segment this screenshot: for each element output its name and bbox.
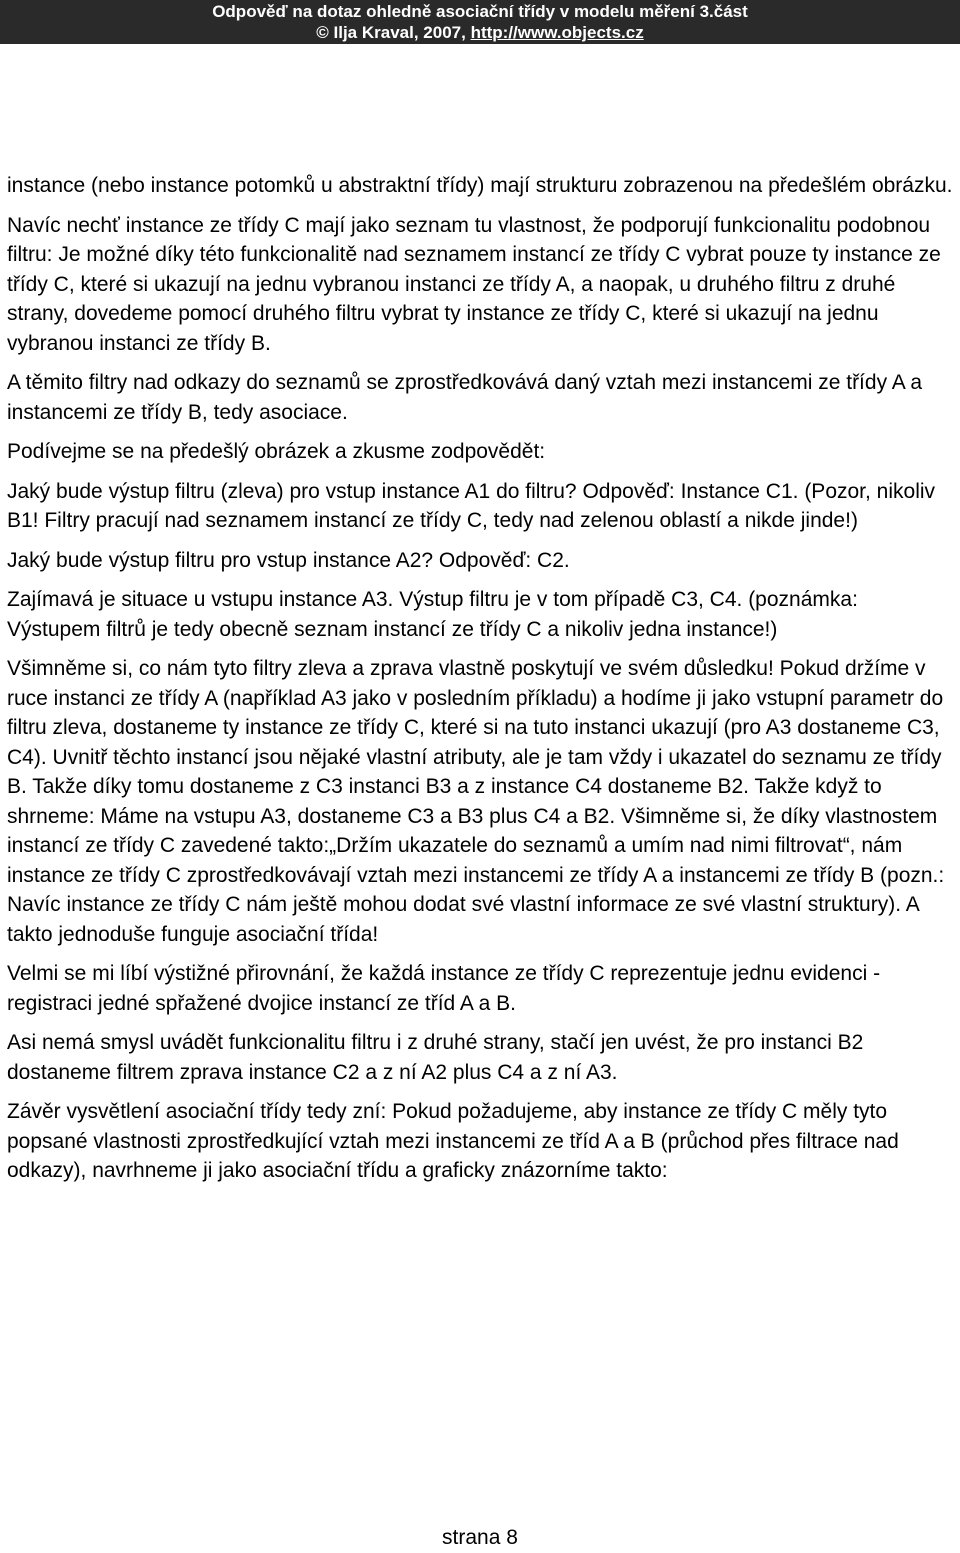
website-link[interactable]: http://www.objects.cz — [470, 23, 644, 42]
paragraph: Velmi se mi líbí výstižné přirovnání, že každá instance ze třídy C reprezentuje jednu evidenci - registraci jedné spřažené dvojice instancí ze tříd A a B. — [7, 962, 881, 1015]
paragraph: Všimněme si, co nám tyto filtry zleva a zprava vlastně poskytují ve svém důsledku! Pokud držíme v ruce instanci ze třídy A (například A3 jako v posledním příkladu) a hodíme ji jako vstupní parametr do filtru zleva, dostaneme ty instance ze třídy C, které si na tuto instanci ukazují (pro A3 dostaneme C3, C4). Uvnitř těchto instancí jsou nějaké vlastní atributy, ale je tam vždy i ukazatel do seznamu ze třídy B. Takže díky tomu dostaneme z C3 instanci B3 a z instance C4 dostaneme B2. Takže když to shrneme: Máme na vstupu A3, dostaneme C3 a B3 plus C4 a B2. Všimněme si, že díky vlastnostem instancí ze třídy C zavedené takto:„Držím ukazatele do seznamů a umím nad nimi filtrovat“, nám instance ze třídy C zprostředkovávají vztah mezi instancemi ze třídy A a instancemi ze třídy B (pozn.: Navíc instance ze třídy C nám ještě mohou dodat své vlastní informace ze své vlastní struktury). A takto jednoduše funguje asociační třída! — [7, 657, 945, 946]
paragraph: A těmito filtry nad odkazy do seznamů se zprostředkovává daný vztah mezi instancemi ze třídy A a instancemi ze třídy B, tedy asociace. — [7, 371, 923, 424]
header-copyright — [0, 22, 960, 43]
header-title: Odpověď na dotaz ohledně asociační třídy v modelu měření 3.část — [212, 2, 748, 21]
paragraph: Asi nemá smysl uvádět funkcionalitu filtru i z druhé strany, stačí jen uvést, že pro instanci B2 dostaneme filtrem zprava instance C2 a z ní A2 plus C4 a z ní A3. — [7, 1031, 864, 1084]
paragraph: Jaký bude výstup filtru (zleva) pro vstup instance A1 do filtru? Odpověď: Instance C1. (Pozor, nikoliv B1! Filtry pracují nad seznamem instancí ze třídy C, tedy nad zelenou oblastí a nikde jinde!) — [7, 479, 936, 532]
paragraph: Závěr vysvětlení asociační třídy tedy zní: Pokud požadujeme, aby instance ze třídy C měly tyto popsané vlastnosti zprostředkující vztah mezi instancemi ze tříd A a B (průchod přes filtrace nad odkazy), navrhneme ji jako asociační třídu a graficky znázorníme takto: — [7, 1100, 899, 1182]
page-header — [0, 0, 960, 44]
paragraph: Navíc nechť instance ze třídy C mají jako seznam tu vlastnost, že podporují funkcionalitu podobnou filtru: Je možné díky této funkcionalitě nad seznamem instancí ze třídy C vybrat pouze ty instance ze třídy C, které si ukazují na jednu vybranou instanci ze třídy A, a naopak, u druhého filtru z druhé strany, dovedeme pomocí druhého filtru vybrat ty instance ze třídy C, které si ukazují na jednu vybranou instanci ze třídy B. — [7, 213, 941, 355]
document-body — [7, 171, 955, 1186]
copyright-text: © Ilja Kraval, 2007, — [316, 23, 471, 42]
page-number: strana 8 — [442, 1526, 518, 1549]
paragraph: Zajímavá je situace u vstupu instance A3. Výstup filtru je v tom případě C3, C4. (poznámka: Výstupem filtrů je tedy obecně seznam instancí ze třídy C a nikoliv jedna instance!) — [7, 588, 858, 641]
paragraph: Jaký bude výstup filtru pro vstup instance A2? Odpověď: C2. — [7, 548, 570, 572]
paragraph: instance (nebo instance potomků u abstraktní třídy) mají strukturu zobrazenou na předešlém obrázku. — [7, 174, 953, 197]
paragraph: Podívejme se na předešlý obrázek a zkusme zodpovědět: — [7, 440, 546, 463]
